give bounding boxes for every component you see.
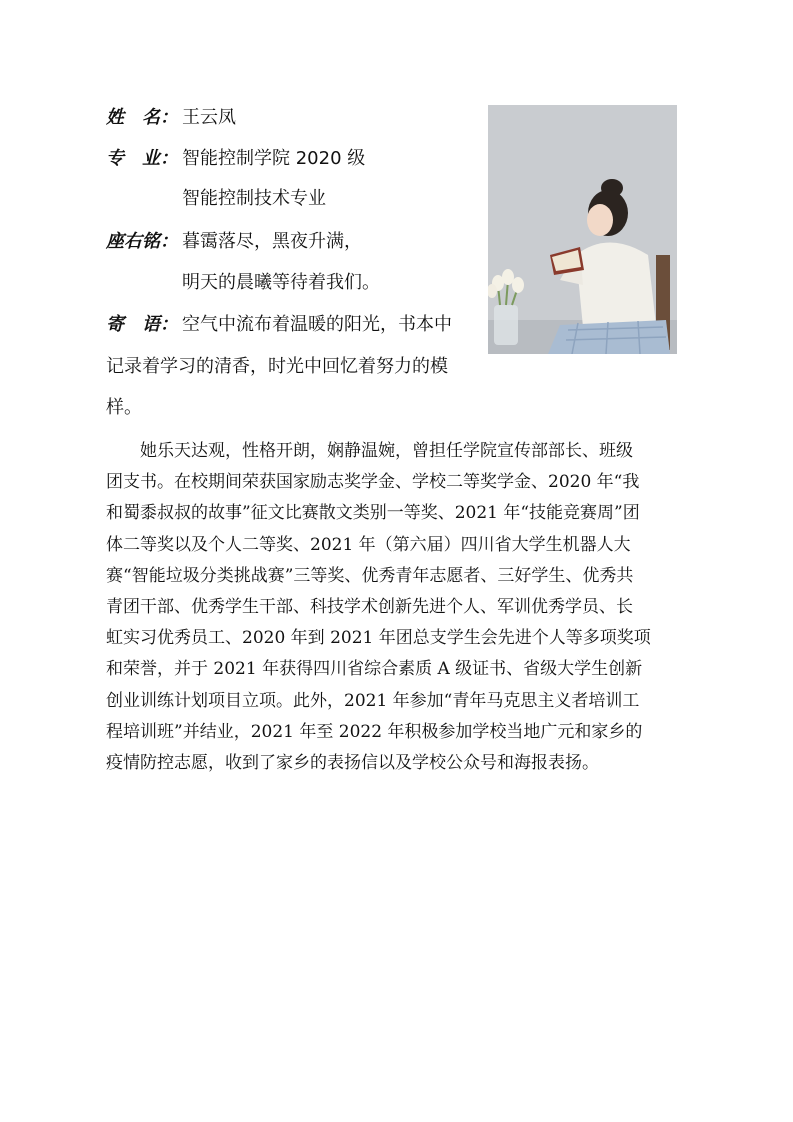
biography-line: 和蜀黍叔叔的故事”征文比赛散文类别一等奖、2021 年“技能竞赛周”团 <box>106 503 640 524</box>
motto-line-2: 明天的晨曦等待着我们。 <box>182 272 380 293</box>
face <box>587 204 613 236</box>
major-row <box>106 147 365 171</box>
vase <box>494 305 518 345</box>
biography-line: 和荣誉，并于 2021 年获得四川省综合素质 A 级证书、省级大学生创新 <box>106 659 643 680</box>
name-row <box>106 106 236 130</box>
message-label: 寄 语： <box>106 314 178 335</box>
message-row <box>106 313 452 337</box>
motto-row <box>106 230 362 254</box>
message-line-3: 样。 <box>106 397 142 418</box>
blouse <box>576 243 656 328</box>
motto-line-1: 暮霭落尽，黑夜升满， <box>182 231 362 252</box>
major-line-1: 智能控制学院 2020 级 <box>182 148 366 169</box>
biography-line: 创业训练计划项目立项。此外，2021 年参加“青年马克思主义者培训工 <box>106 690 640 711</box>
major-label: 专 业： <box>106 148 178 169</box>
major-line-2: 智能控制技术专业 <box>182 188 326 209</box>
name-label: 姓 名： <box>106 107 178 128</box>
biography-line: 她乐天达观，性格开朗，娴静温婉，曾担任学院宣传部部长、班级 <box>140 441 633 461</box>
biography-line: 程培训班”并结业，2021 年至 2022 年积极参加学校当地广元和家乡的 <box>106 721 643 742</box>
biography-line: 虹实习优秀员工、2020 年到 2021 年团总支学生会先进个人等多项奖项 <box>106 628 651 649</box>
motto-label: 座右铭： <box>106 231 178 252</box>
biography-line: 团支书。在校期间荣获国家励志奖学金、学校二等奖学金、2020 年“我 <box>106 472 640 493</box>
portrait-photo <box>488 105 677 354</box>
biography-line: 体二等奖以及个人二等奖、2021 年（第六届）四川省大学生机器人大 <box>106 534 631 555</box>
biography-line: 疫情防控志愿，收到了家乡的表扬信以及学校公众号和海报表扬。 <box>106 752 599 773</box>
name-value: 王云凤 <box>182 107 236 128</box>
message-line-1: 空气中流布着温暖的阳光，书本中 <box>182 314 452 335</box>
message-line-2: 记录着学习的清香，时光中回忆着努力的模 <box>106 356 448 377</box>
biography-line: 赛“智能垃圾分类挑战赛”三等奖、优秀青年志愿者、三好学生、优秀共 <box>106 565 634 586</box>
biography-line: 青团干部、优秀学生干部、科技学术创新先进个人、军训优秀学员、长 <box>106 596 633 617</box>
biography-paragraph <box>106 436 686 779</box>
